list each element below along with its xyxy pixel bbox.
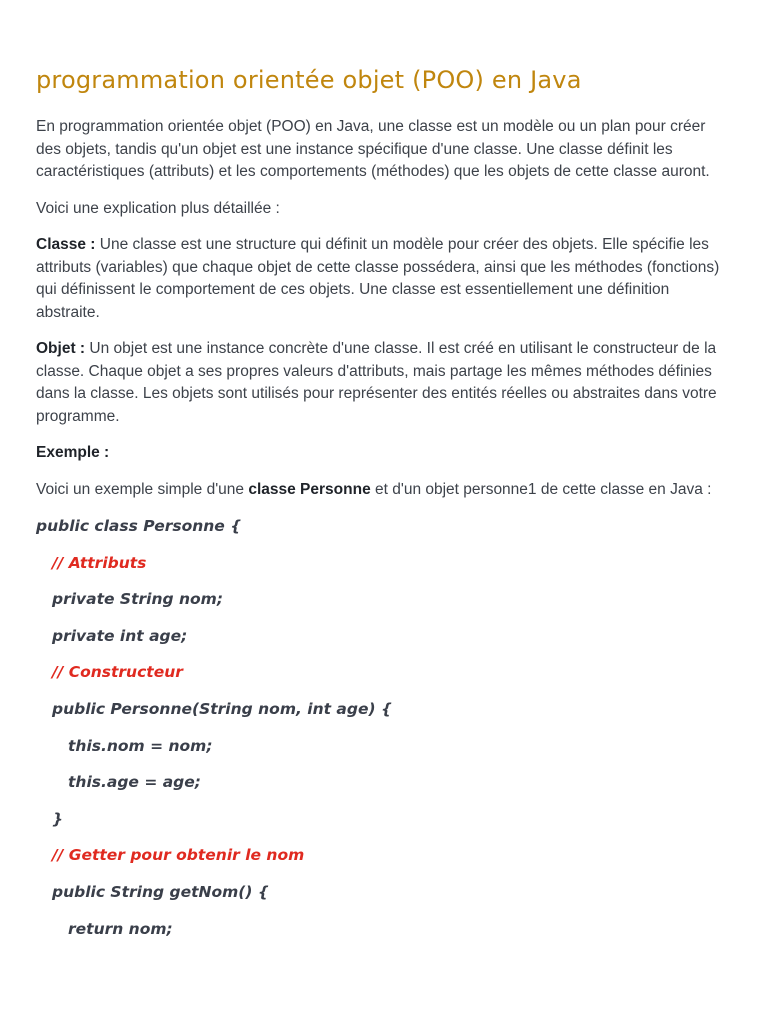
detail-intro-paragraph: Voici une explication plus détaillée : — [36, 199, 280, 217]
code-line: public String getNom() { — [52, 882, 269, 901]
code-line: } — [52, 809, 64, 828]
code-comment: // Attributs — [52, 553, 147, 572]
code-line: private String nom; — [52, 590, 224, 609]
page-title: programmation orientée objet (POO) en Java — [36, 66, 582, 94]
example-sentence-bold: classe Personne — [248, 480, 371, 498]
code-comment: // Constructeur — [52, 663, 183, 682]
classe-text: Une classe est une structure qui définit un modèle pour créer des objets. Elle spécifie les attributs (variables) que chaque objet de cette classe possédera, ainsi que les méthodes (fonctions) qui définissent le comportement de ces objets. Une classe est essentiellement une définition abstraite. — [36, 236, 720, 321]
code-block — [36, 515, 732, 940]
exemple-heading — [36, 442, 732, 465]
code-line: return nom; — [68, 919, 173, 938]
code-line: public Personne(String nom, int age) { — [52, 699, 392, 718]
objet-label: Objet : — [36, 340, 86, 357]
example-sentence-after: et d'un objet personne1 de cette classe en Java : — [370, 480, 712, 498]
classe-paragraph — [36, 234, 732, 324]
intro-paragraph: En programmation orientée objet (POO) en Java, une classe est un modèle ou un plan pour créer des objets, tandis qu'un objet est une instance spécifique d'une classe. Une classe définit les caractéristiques (attributs) et les comportements (méthodes) que les objets de cette classe auront. — [36, 118, 710, 180]
objet-text: Un objet est une instance concrète d'une classe. Il est créé en utilisant le constructeur de la classe. Chaque objet a ses propres valeurs d'attributs, mais partage les mêmes méthodes définies dans la classe. Les objets sont utilisés pour représenter des entités réelles ou abstraites dans votre programme. — [36, 340, 717, 425]
objet-paragraph — [36, 338, 732, 428]
code-line: this.age = age; — [68, 773, 201, 792]
example-sentence — [36, 479, 732, 502]
code-line: public class Personne { — [36, 517, 242, 535]
code-line: this.nom = nom; — [68, 736, 213, 755]
example-sentence-before: Voici un exemple simple d'une — [36, 480, 249, 498]
classe-label: Classe : — [36, 236, 96, 253]
code-comment: // Getter pour obtenir le nom — [52, 846, 305, 865]
code-line: private int age; — [52, 626, 188, 645]
exemple-label: Exemple : — [36, 444, 110, 461]
